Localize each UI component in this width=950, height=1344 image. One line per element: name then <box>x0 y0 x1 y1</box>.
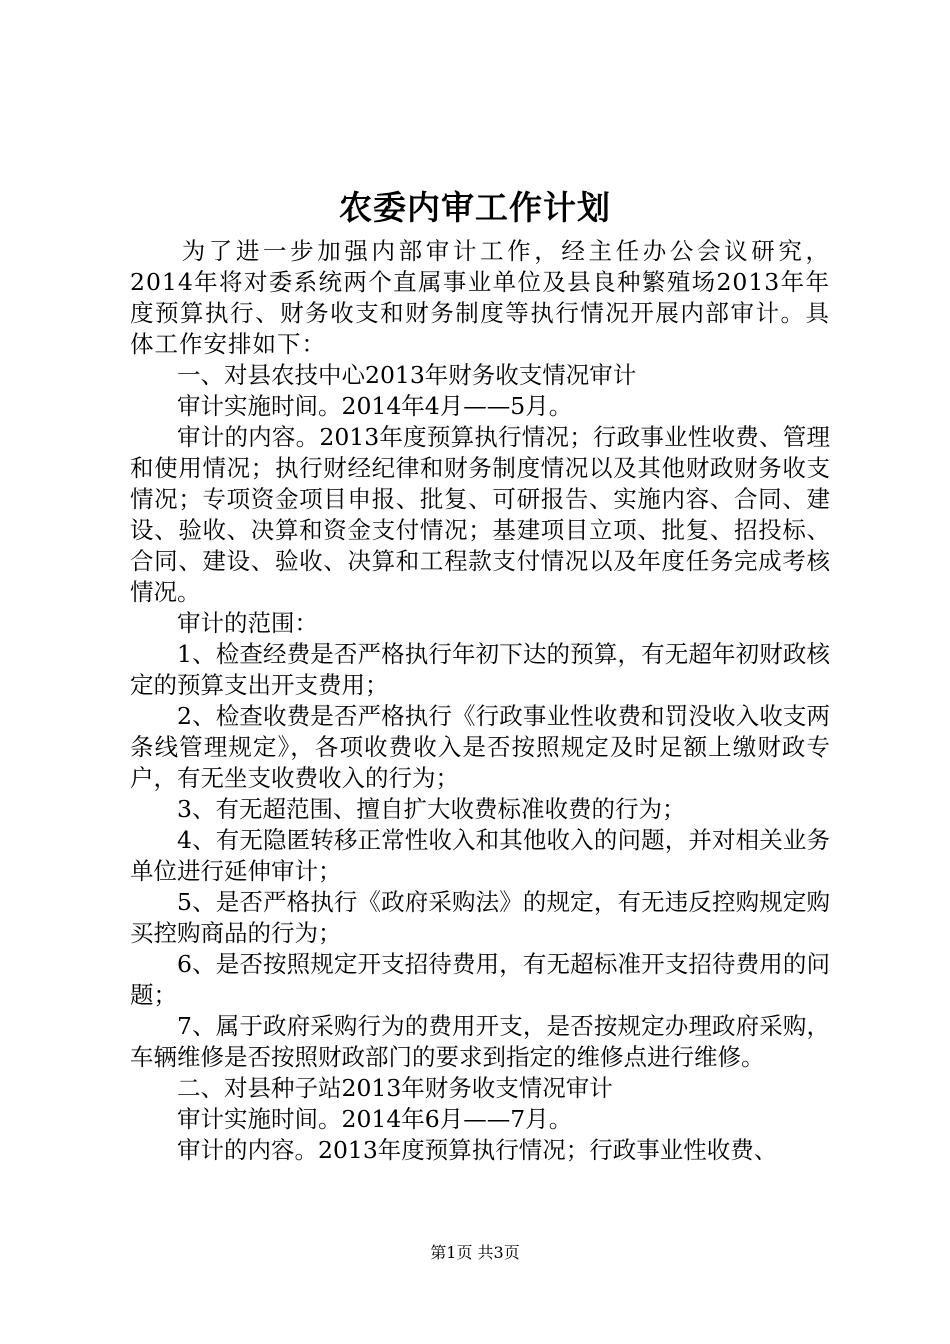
section-heading-2: 二、对县种子站2013年财务收支情况审计 <box>177 1074 613 1102</box>
document-body <box>130 236 830 1166</box>
document-title: 农委内审工作计划 <box>339 188 611 227</box>
audit-time-paragraph-2: 审计实施时间。2014年6月——7月。 <box>177 1105 573 1133</box>
scope-item-1: 1、检查经费是否严格执行年初下达的预算，有无超年初财政核定的预算支出开支费用； <box>130 640 830 699</box>
audit-time-paragraph-1: 审计实施时间。2014年4月——5月。 <box>177 392 573 420</box>
audit-content-paragraph-1: 审计的内容。2013年度预算执行情况；行政事业性收费、管理和使用情况；执行财经纪律和财务制度情况以及其他财政财务收支情况；专项资金项目申报、批复、可研报告、实施内容、合同、建设、验收、决算和资金支付情况；基建项目立项、批复、招投标、合同、建设、验收、决算和工程款支付情况以及年度任务完成考核情况。 <box>130 423 830 606</box>
scope-item-3: 3、有无超范围、擅自扩大收费标准收费的行为； <box>177 795 686 823</box>
intro-paragraph: 为了进一步加强内部审计工作，经主任办公会议研究，2014年将对委系统两个直属事业单位及县良种繁殖场2013年年度预算执行、财务收支和财务制度等执行情况开展内部审计。具体工作安排如下： <box>130 237 830 358</box>
scope-item-7: 7、属于政府采购行为的费用开支，是否按规定办理政府采购，车辆维修是否按照财政部门的要求到指定的维修点进行维修。 <box>130 1012 830 1071</box>
section-heading-1: 一、对县农技中心2013年财务收支情况审计 <box>177 361 637 389</box>
audit-content-paragraph-2: 审计的内容。2013年度预算执行情况；行政事业性收费、 <box>177 1136 778 1164</box>
scope-item-2: 2、检查收费是否严格执行《行政事业性收费和罚没收入收支两条线管理规定》，各项收费收入是否按照规定及时足额上缴财政专户，有无坐支收费收入的行为； <box>130 702 830 792</box>
scope-item-6: 6、是否按照规定开支招待费用，有无超标准开支招待费用的问题； <box>130 950 830 1009</box>
audit-scope-heading: 审计的范围： <box>177 609 318 637</box>
scope-item-4: 4、有无隐匿转移正常性收入和其他收入的问题，并对相关业务单位进行延伸审计； <box>130 826 830 885</box>
page-footer: 第1页 共3页 <box>430 1243 520 1262</box>
scope-item-5: 5、是否严格执行《政府采购法》的规定，有无违反控购规定购买控购商品的行为； <box>130 888 830 947</box>
